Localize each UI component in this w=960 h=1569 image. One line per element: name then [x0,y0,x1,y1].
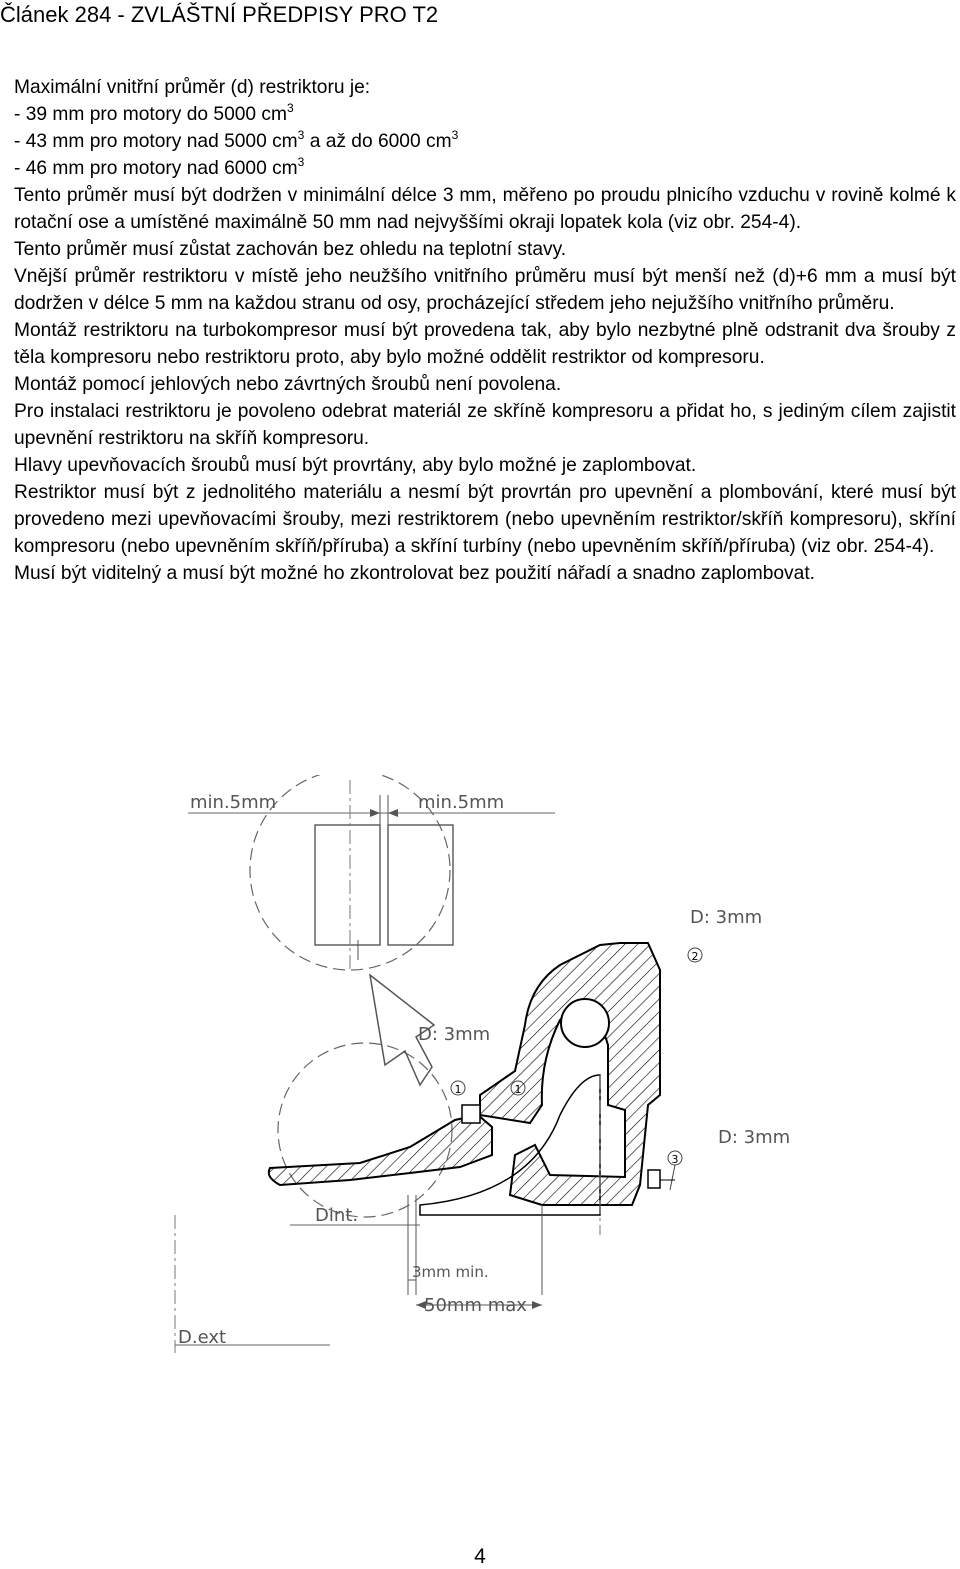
paragraph-max-diameter: Maximální vnitřní průměr (d) restriktoru je: [14,77,371,98]
paragraph-installation: Pro instalaci restriktoru je povoleno odebrat materiál ze skříně kompresoru a přidat ho, s jediným cílem zajistit upevnění restriktoru na skříň kompresoru. [14,401,956,449]
label-d3-top: D: 3mm [690,907,763,928]
label-min5-right: min.5mm [418,792,505,813]
label-d3-mid: D: 3mm [418,1024,491,1045]
marker-2-label: 2 [691,950,699,963]
compressor-housing [480,943,660,1205]
label-min5-left: min.5mm [190,792,277,813]
label-dext: D.ext [178,1327,227,1348]
restrictor-drawing [170,775,810,1365]
paragraph-visibility: Musí být viditelný a musí být možné ho zkontrolovat bez použití nářadí a snadno zaplombovat. [14,563,815,584]
paragraph-temperature: Tento průměr musí zůstat zachován bez ohledu na teplotní stavy. [14,239,567,260]
page-number: 4 [474,1545,486,1568]
paragraph-material: Restriktor musí být z jednolitého materiálu a nesmí být provrtán pro upevnění a plombování, které musí být provedeno mezi upevňovacími šrouby, mezi restriktorem (nebo upevněním restriktor/skříň kompresoru), skříní kompresoru (nebo upevněním skříň/příruba) a skříní turbíny (nebo upevněním skříň/příruba) (viz obr. 254-4). [14,482,956,557]
article-body [14,74,956,587]
list-item [14,128,956,155]
paragraph-bolt-heads: Hlavy upevňovacích šroubů musí být provrtány, aby bylo možné je zaplombovat. [14,455,697,476]
exponent: 3 [451,128,459,142]
label-dint: Dint. [315,1205,359,1226]
page-header: Článek 284 - ZVLÁŠTNÍ PŘEDPISY PRO T2 [0,2,439,27]
list-item-text: - 43 mm pro motory nad 5000 cm [14,131,298,152]
restrictor-ring [269,1115,492,1185]
list-item [14,101,956,128]
paragraph-outer-diameter: Vnější průměr restriktoru v místě jeho neužšího vnitřního průměru musí být menší než (d)+6 mm a musí být dodržen v délce 5 mm na každou stranu od osy, procházející středem jeho nejužšího vnitřního průměru. [14,266,956,314]
paragraph-studs: Montáž pomocí jehlových nebo závrtných šroubů není povolena. [14,374,562,395]
exponent: 3 [287,101,294,115]
exponent: 3 [297,128,305,142]
list-item [14,155,956,182]
label-3mm-min: 3mm min. [412,1263,489,1281]
marker-1-label: 1 [454,1083,462,1096]
detail-circle-lower [278,1043,452,1217]
marker-3-label: 3 [671,1153,679,1166]
label-50mm-max: 50mm max [424,1295,527,1316]
list-item-text: - 39 mm pro motory do 5000 cm [14,104,287,125]
list-item-text: a až do 6000 cm [304,131,452,152]
restrictor-section-upper [315,825,380,945]
list-item-text: - 46 mm pro motory nad 6000 cm [14,158,298,179]
exponent: 3 [297,155,305,169]
paragraph-minimal-length: Tento průměr musí být dodržen v minimální délce 3 mm, měřeno po proudu plnicího vzduchu v rovině kolmé k rotační ose a umístěné maximálně 50 mm nad nejvyššími okraji lopatek kola (viz obr. 254-4). [14,185,956,233]
label-d3-right: D: 3mm [718,1127,791,1148]
paragraph-mounting: Montáž restriktoru na turbokompresor musí být provedena tak, aby bylo nezbytné plně odstranit dva šrouby z těla kompresoru nebo restriktoru proto, aby bylo možné oddělit restriktor od kompresoru. [14,320,956,368]
